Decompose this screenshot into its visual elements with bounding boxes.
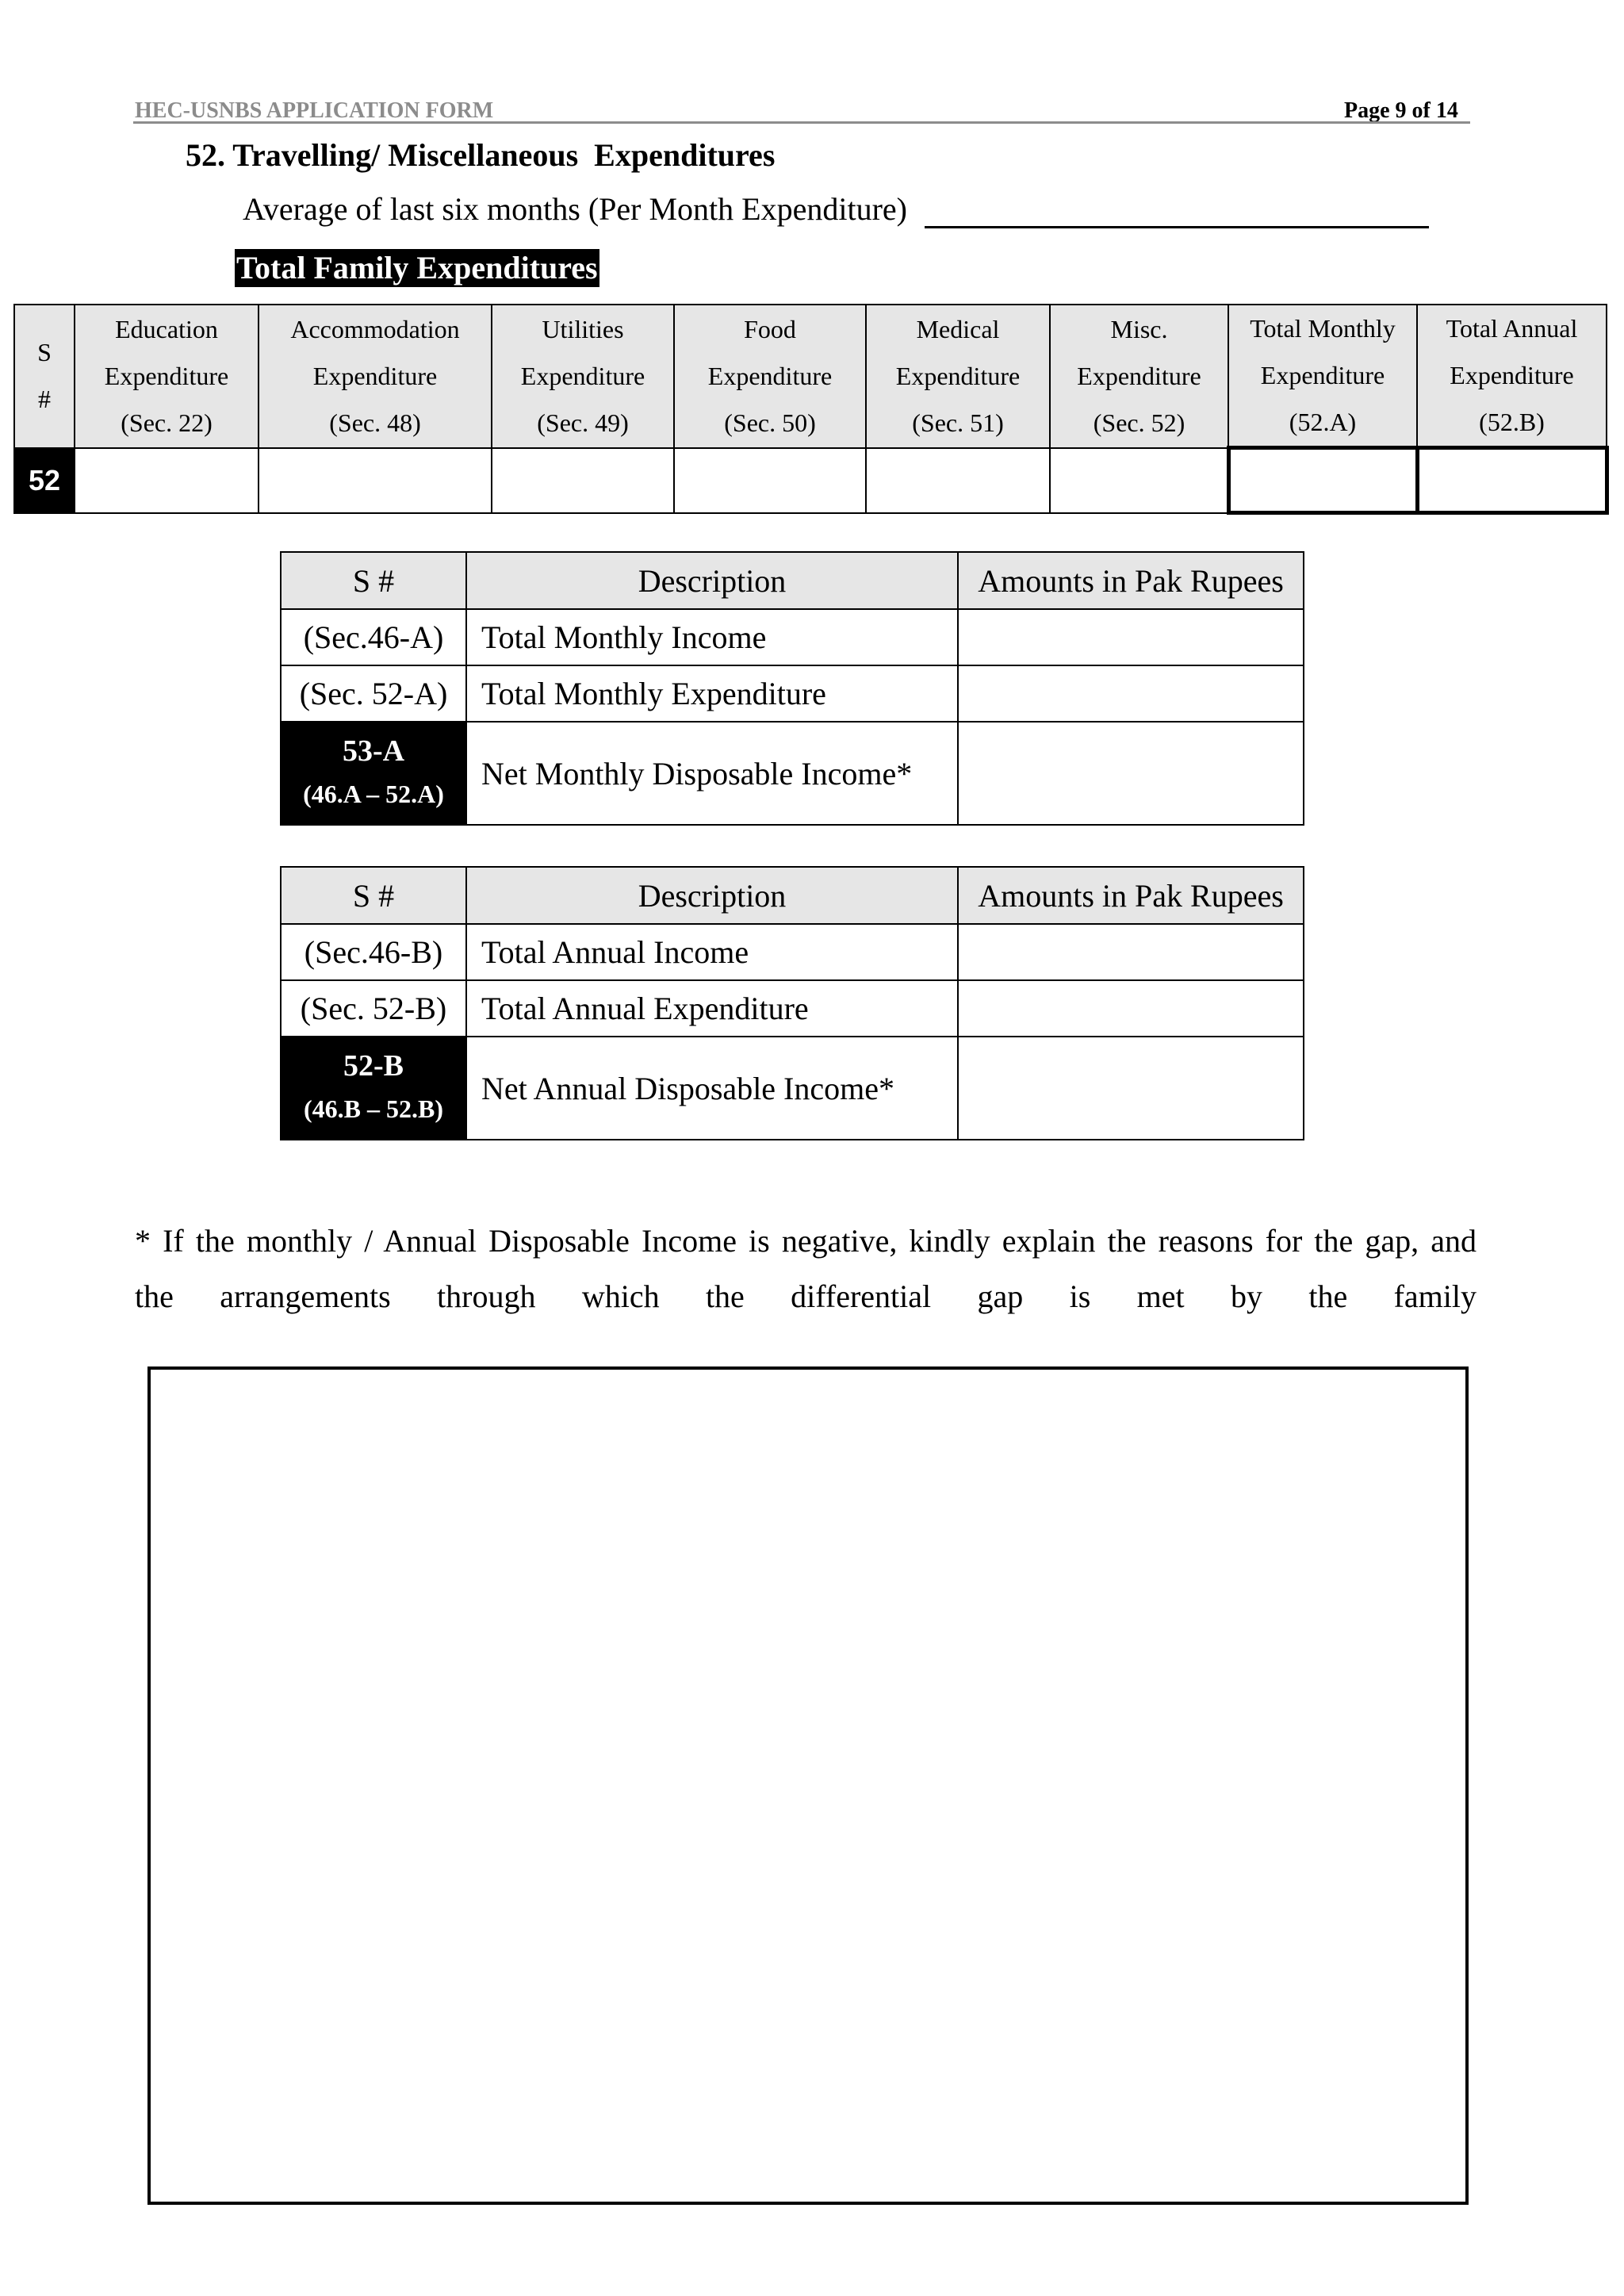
table-row xyxy=(281,609,1304,665)
table-header-row xyxy=(281,552,1304,609)
net-annual-disposable-income-field[interactable] xyxy=(958,1037,1304,1140)
table-header-row xyxy=(281,867,1304,924)
table-header-row xyxy=(14,305,1607,448)
sn-header: S # xyxy=(281,867,466,924)
total-monthly-expenditure-amount-field[interactable] xyxy=(958,665,1304,722)
table-row xyxy=(281,1037,1304,1140)
table-row xyxy=(281,665,1304,722)
row-description: Total Annual Expenditure xyxy=(466,980,958,1037)
accommodation-expenditure-header: Accommodation Expenditure (Sec. 48) xyxy=(259,305,492,448)
net-monthly-disposable-income-field[interactable] xyxy=(958,722,1304,825)
description-header: Description xyxy=(466,552,958,609)
food-expenditure-field[interactable] xyxy=(674,448,866,513)
medical-expenditure-header: Medical Expenditure (Sec. 51) xyxy=(866,305,1050,448)
total-annual-expenditure-field[interactable] xyxy=(1417,448,1607,513)
table-row xyxy=(14,448,1607,513)
row-id-52: 52 xyxy=(14,448,75,513)
section-title: 52. Travelling/ Miscellaneous Expenditures xyxy=(186,137,776,173)
row-sn: (Sec.46-B) xyxy=(281,924,466,980)
explanation-textbox[interactable] xyxy=(147,1366,1469,2205)
average-expenditure-field[interactable] xyxy=(925,226,1429,228)
note-line-1: * If the monthly / Annual Disposable Income is negative, kindly explain the reasons for the gap, and xyxy=(135,1223,1477,1259)
family-expenditure-table xyxy=(13,304,1609,515)
average-expenditure-label: Average of last six months (Per Month Expenditure) xyxy=(243,191,907,227)
amount-header: Amounts in Pak Rupees xyxy=(958,552,1304,609)
total-monthly-expenditure-field[interactable] xyxy=(1228,448,1417,513)
food-expenditure-header: Food Expenditure (Sec. 50) xyxy=(674,305,866,448)
medical-expenditure-field[interactable] xyxy=(866,448,1050,513)
education-expenditure-header: Education Expenditure (Sec. 22) xyxy=(75,305,259,448)
total-annual-income-amount-field[interactable] xyxy=(958,924,1304,980)
row-sn: (Sec. 52-A) xyxy=(281,665,466,722)
total-monthly-expenditure-header: Total Monthly Expenditure (52.A) xyxy=(1228,305,1417,448)
row-description: Total Monthly Income xyxy=(466,609,958,665)
row-sn: (Sec.46-A) xyxy=(281,609,466,665)
misc-expenditure-header: Misc. Expenditure (Sec. 52) xyxy=(1050,305,1228,448)
monthly-summary-table xyxy=(280,551,1304,826)
annual-summary-table xyxy=(280,866,1304,1140)
description-header: Description xyxy=(466,867,958,924)
total-annual-expenditure-header: Total Annual Expenditure (52.B) xyxy=(1417,305,1607,448)
utilities-expenditure-field[interactable] xyxy=(492,448,674,513)
table-row xyxy=(281,980,1304,1037)
amount-header: Amounts in Pak Rupees xyxy=(958,867,1304,924)
total-annual-expenditure-amount-field[interactable] xyxy=(958,980,1304,1037)
net-annual-description: Net Annual Disposable Income* xyxy=(466,1037,958,1140)
table-row xyxy=(281,924,1304,980)
total-monthly-income-amount-field[interactable] xyxy=(958,609,1304,665)
misc-expenditure-field[interactable] xyxy=(1050,448,1228,513)
note-line-2: the arrangements through which the differential gap is met by the family xyxy=(135,1278,1477,1314)
utilities-expenditure-header: Utilities Expenditure (Sec. 49) xyxy=(492,305,674,448)
header-divider xyxy=(133,121,1470,124)
net-monthly-sn: 53-A (46.A – 52.A) xyxy=(281,722,466,825)
total-family-expenditures-heading: Total Family Expenditures xyxy=(236,250,598,286)
accommodation-expenditure-field[interactable] xyxy=(259,448,492,513)
form-title: HEC-USNBS APPLICATION FORM xyxy=(135,98,494,123)
net-monthly-description: Net Monthly Disposable Income* xyxy=(466,722,958,825)
net-annual-sn: 52-B (46.B – 52.B) xyxy=(281,1037,466,1140)
row-description: Total Monthly Expenditure xyxy=(466,665,958,722)
page-number: Page 9 of 14 xyxy=(1344,98,1458,123)
table-row xyxy=(281,722,1304,825)
education-expenditure-field[interactable] xyxy=(75,448,259,513)
sn-header: S # xyxy=(281,552,466,609)
row-sn: (Sec. 52-B) xyxy=(281,980,466,1037)
serial-header: S # xyxy=(14,305,75,448)
row-description: Total Annual Income xyxy=(466,924,958,980)
negative-income-note xyxy=(135,1213,1477,1324)
